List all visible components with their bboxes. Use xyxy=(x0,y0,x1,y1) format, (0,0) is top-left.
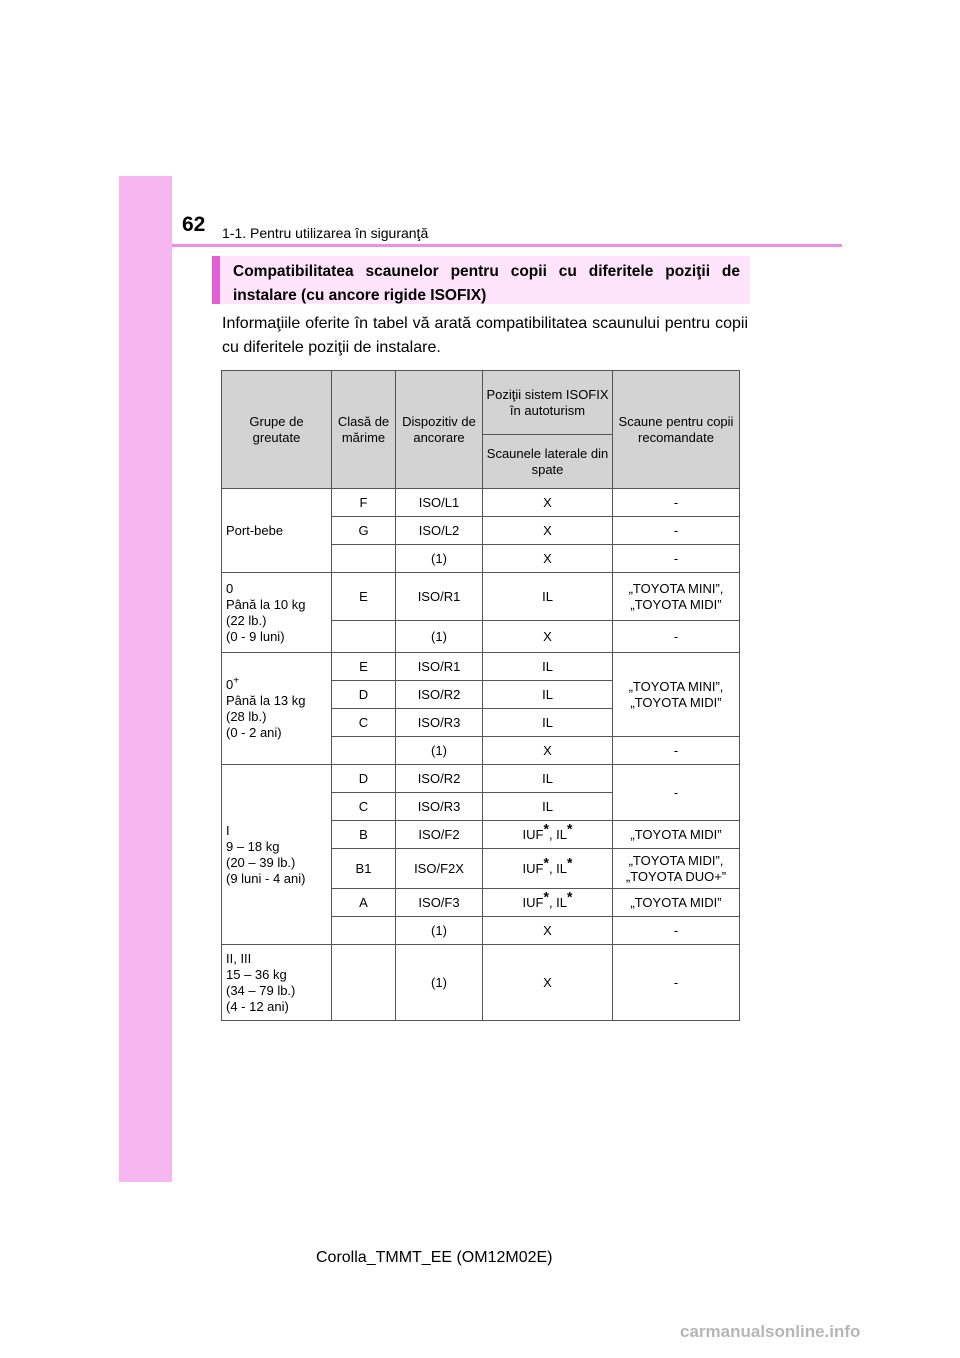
position-cell: IUF*, IL* xyxy=(483,849,613,889)
recommended-cell: - xyxy=(613,517,740,545)
page-number: 62 xyxy=(182,213,206,236)
position-cell: X xyxy=(483,917,613,945)
fixture-cell: ISO/F2X xyxy=(396,849,483,889)
header-divider xyxy=(172,244,842,247)
header-fixture: Dispozitiv de ancorare xyxy=(396,371,483,489)
recommended-cell xyxy=(613,849,740,889)
recommended-cell: - xyxy=(613,621,740,653)
cell-line: (22 lb.) xyxy=(226,612,267,628)
size-class-cell xyxy=(332,545,396,573)
side-tab-bar xyxy=(119,176,172,1182)
position-cell: X xyxy=(483,945,613,1021)
plus-superscript: + xyxy=(233,675,240,687)
position-cell: IUF*, IL* xyxy=(483,889,613,917)
cell-line: „TOYOTA MINI”, xyxy=(628,678,724,694)
position-cell: IL xyxy=(483,709,613,737)
cell-line: II, III xyxy=(226,950,252,966)
size-class-cell: C xyxy=(332,709,396,737)
cell-line: „TOYOTA MINI”, xyxy=(628,580,724,596)
section-title: 1-1. Pentru utilizarea în siguranţă xyxy=(222,225,429,241)
header-outboard-rear: Scaunele laterale din spate xyxy=(483,435,613,489)
position-cell: IL xyxy=(483,681,613,709)
cell-line: (28 lb.) xyxy=(226,708,267,724)
position-cell: X xyxy=(483,621,613,653)
footnote-star: * xyxy=(567,820,573,837)
cell-line: „TOYOTA DUO+” xyxy=(625,868,727,884)
position-cell: X xyxy=(483,545,613,573)
position-cell: IUF*, IL* xyxy=(483,821,613,849)
size-class-cell xyxy=(332,621,396,653)
recommended-cell: - xyxy=(613,917,740,945)
fixture-cell: ISO/R2 xyxy=(396,681,483,709)
cell-line: I xyxy=(226,822,230,838)
footnote-star: * xyxy=(567,888,573,905)
size-class-cell: D xyxy=(332,765,396,793)
recommended-cell: „TOYOTA MIDI” xyxy=(613,889,740,917)
cell-line: 0 xyxy=(226,580,234,596)
position-cell: X xyxy=(483,517,613,545)
recommended-cell: - xyxy=(613,489,740,517)
size-class-cell: B1 xyxy=(332,849,396,889)
size-class-cell xyxy=(332,737,396,765)
cell-line: (0 - 2 ani) xyxy=(226,724,282,740)
cell-line: „TOYOTA MIDI” xyxy=(630,596,722,612)
weight-group-cell xyxy=(222,653,332,765)
size-class-cell xyxy=(332,945,396,1021)
size-class-cell: D xyxy=(332,681,396,709)
size-class-cell: B xyxy=(332,821,396,849)
header-isofix-positions: Poziţii sistem ISOFIX în autoturism xyxy=(483,371,613,435)
cell-line: „TOYOTA MIDI” xyxy=(630,694,722,710)
cell-line: Până la 10 kg xyxy=(226,596,306,612)
cell-line: (4 - 12 ani) xyxy=(226,998,289,1014)
size-class-cell: G xyxy=(332,517,396,545)
recommended-cell: - xyxy=(613,765,740,821)
fixture-cell: (1) xyxy=(396,737,483,765)
footer-model-code: Corolla_TMMT_EE (OM12M02E) xyxy=(316,1249,553,1266)
cell-line: Până la 13 kg xyxy=(226,692,306,708)
footnote-star: * xyxy=(543,854,549,871)
fixture-cell: (1) xyxy=(396,621,483,653)
fixture-cell: ISO/F2 xyxy=(396,821,483,849)
cell-line: „TOYOTA MIDI”, xyxy=(628,852,724,868)
compatibility-table xyxy=(221,370,740,1021)
fixture-cell: ISO/R1 xyxy=(396,573,483,621)
watermark-logo: carmanualsonline.info xyxy=(680,1322,861,1341)
recommended-cell xyxy=(613,573,740,621)
weight-group-cell: Port-bebe xyxy=(222,489,332,573)
footnote-star: * xyxy=(543,820,549,837)
cell-line: 9 – 18 kg xyxy=(226,838,280,854)
cell-line: (20 – 39 lb.) xyxy=(226,854,296,870)
fixture-cell: (1) xyxy=(396,945,483,1021)
fixture-cell: ISO/R3 xyxy=(396,709,483,737)
cell-line: (9 luni - 4 ani) xyxy=(226,870,306,886)
fixture-cell: (1) xyxy=(396,545,483,573)
position-cell: IL xyxy=(483,653,613,681)
cell-line: 0+ xyxy=(226,675,240,692)
fixture-cell: (1) xyxy=(396,917,483,945)
recommended-cell: - xyxy=(613,737,740,765)
cell-line: 15 – 36 kg xyxy=(226,966,287,982)
position-cell: IL xyxy=(483,765,613,793)
weight-group-cell xyxy=(222,573,332,653)
recommended-cell: - xyxy=(613,945,740,1021)
fixture-cell: ISO/R3 xyxy=(396,793,483,821)
fixture-cell: ISO/R2 xyxy=(396,765,483,793)
cell-line: (0 - 9 luni) xyxy=(226,628,285,644)
size-class-cell: E xyxy=(332,653,396,681)
fixture-cell: ISO/L2 xyxy=(396,517,483,545)
header-size-class: Clasă de mărime xyxy=(332,371,396,489)
position-cell: X xyxy=(483,737,613,765)
weight-group-cell xyxy=(222,765,332,945)
size-class-cell xyxy=(332,917,396,945)
position-cell: X xyxy=(483,489,613,517)
header-recommended-seats: Scaune pentru copii recomandate xyxy=(613,371,740,489)
fixture-cell: ISO/F3 xyxy=(396,889,483,917)
footnote-star: * xyxy=(567,854,573,871)
recommended-cell: „TOYOTA MIDI” xyxy=(613,821,740,849)
recommended-cell: - xyxy=(613,545,740,573)
size-class-cell: C xyxy=(332,793,396,821)
header-weight-group: Grupe de greutate xyxy=(222,371,332,489)
weight-group-cell xyxy=(222,945,332,1021)
section-heading: Compatibilitatea scaunelor pentru copii cu diferitele poziţii de instalare (cu ancore rigide ISOFIX) xyxy=(212,256,750,304)
recommended-cell xyxy=(613,653,740,737)
position-cell: IL xyxy=(483,793,613,821)
cell-line: (34 – 79 lb.) xyxy=(226,982,296,998)
size-class-cell: E xyxy=(332,573,396,621)
position-cell: IL xyxy=(483,573,613,621)
fixture-cell: ISO/R1 xyxy=(396,653,483,681)
size-class-cell: A xyxy=(332,889,396,917)
fixture-cell: ISO/L1 xyxy=(396,489,483,517)
size-class-cell: F xyxy=(332,489,396,517)
intro-paragraph: Informaţiile oferite în tabel vă arată compatibilitatea scaunului pentru copii cu diferitele poziţii de instalare. xyxy=(222,315,748,356)
footnote-star: * xyxy=(543,888,549,905)
